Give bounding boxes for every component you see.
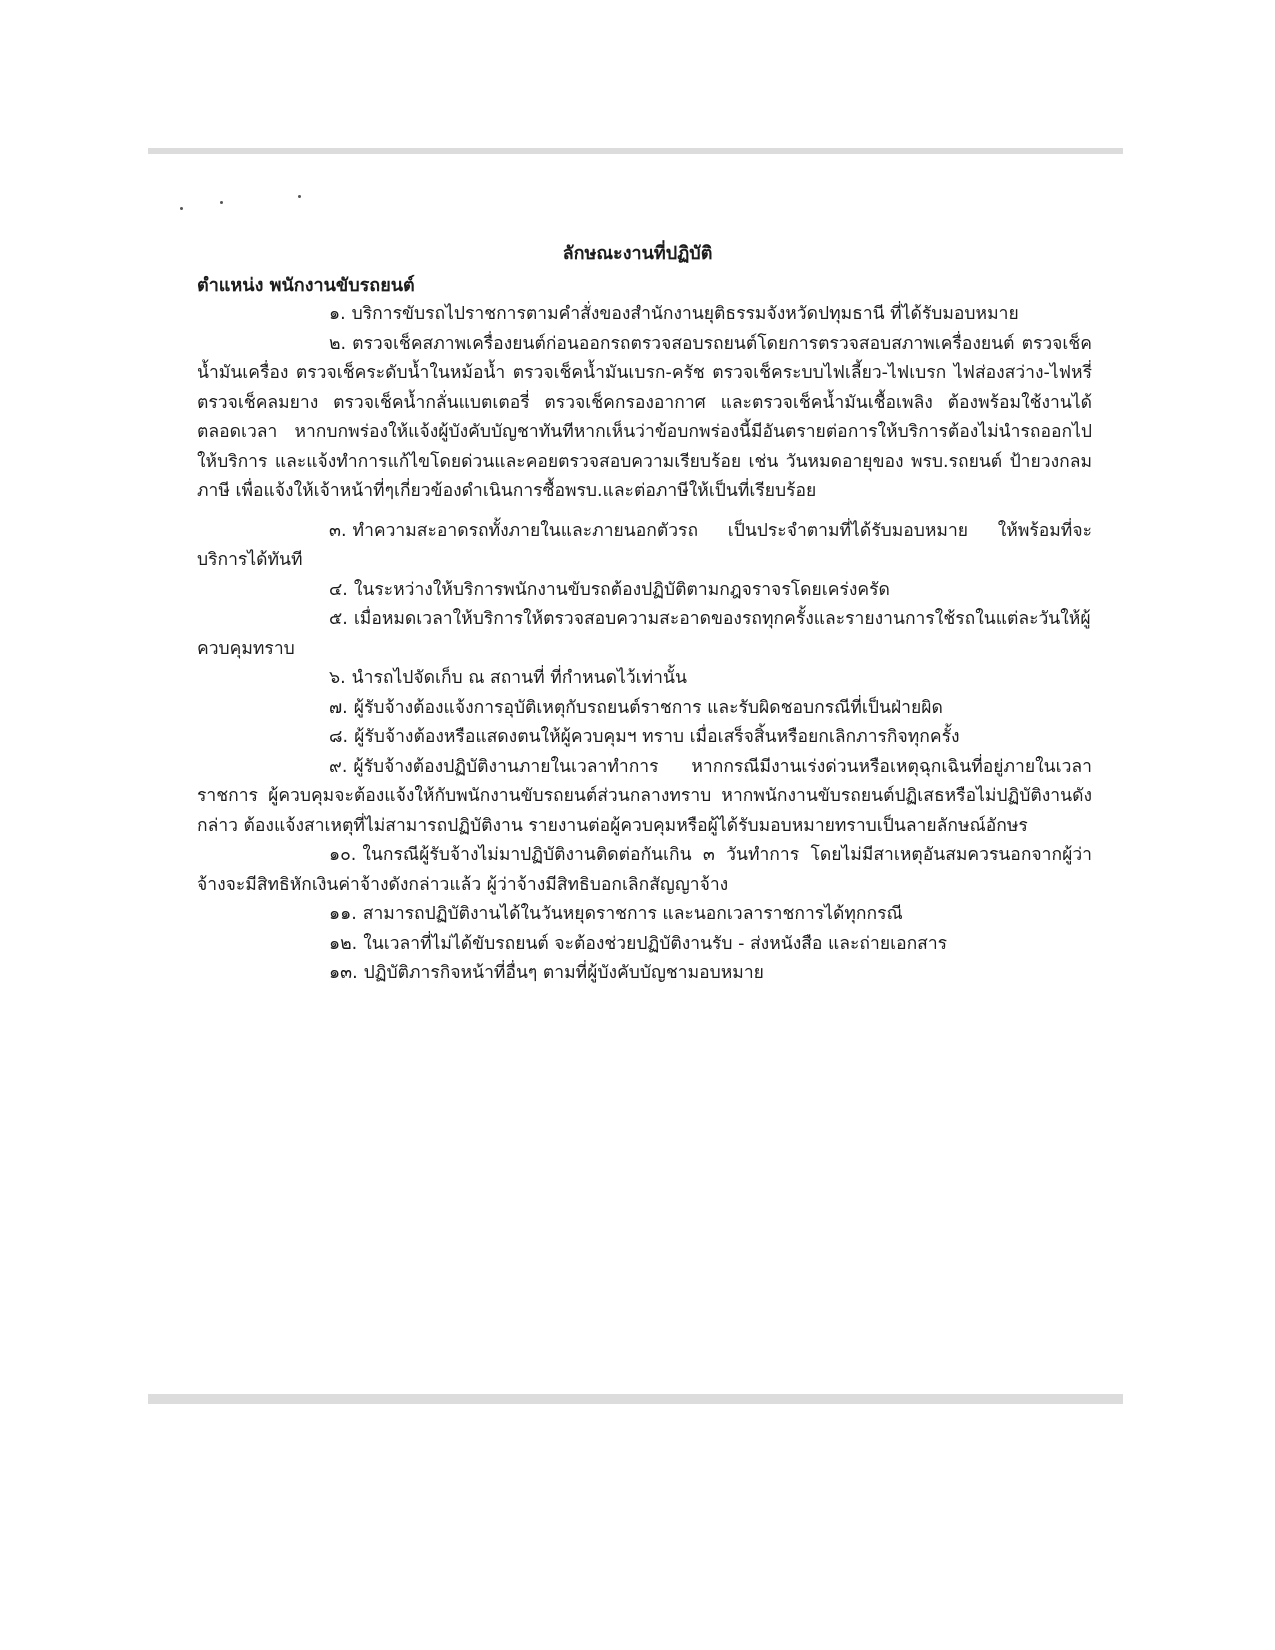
duty-text: เมื่อหมดเวลาให้บริการให้ตรวจสอบความสะอาดของรถทุกครั้งและรายงานการใช้รถในแต่ละวันให้ผู้ควบคุมทราบ [197,609,1091,659]
duty-item-10 [197,841,1092,900]
scan-speck [220,201,223,204]
duty-number: ๓. [329,520,347,541]
duty-item-6 [197,664,1092,694]
duty-item-4 [197,576,1092,606]
duty-item-12 [197,930,1092,960]
duty-number: ๙. [329,756,348,777]
page-bottom-border [148,1394,1123,1404]
duty-text: ปฏิบัติภารกิจหน้าที่อื่นๆ ตามที่ผู้บังคับบัญชามอบหมาย [363,963,764,983]
duty-text: ทำความสะอาดรถทั้งภายในและภายนอกตัวรถ เป็นประจำตามที่ได้รับมอบหมาย ให้พร้อมที่จะบริการได้ทันที [197,520,1092,570]
duty-text: ผู้รับจ้างต้องแจ้งการอุบัติเหตุกับรถยนต์ราชการ และรับผิดชอบกรณีที่เป็นฝ่ายผิด [353,697,943,718]
duty-item-9 [197,753,1092,842]
duty-text: สามารถปฏิบัติงานได้ในวันหยุดราชการ และนอกเวลาราชการได้ทุกกรณี [362,904,903,924]
duty-number: ๑๑. [329,904,357,924]
duty-number: ๒. [329,333,347,354]
duty-item-3 [197,517,1092,576]
duty-text: บริการขับรถไปราชการตามคำสั่งของสำนักงานยุติธรรมจังหวัดปทุมธานี ที่ได้รับมอบหมาย [351,304,1019,324]
duty-item-11 [197,900,1092,930]
duty-number: ๕. [329,609,348,629]
duty-item-13 [197,959,1092,989]
duty-text: ในเวลาที่ไม่ได้ขับรถยนต์ จะต้องช่วยปฏิบัติงานรับ - ส่งหนังสือ และถ่ายเอกสาร [363,933,948,954]
scan-specks [180,195,320,219]
duty-number: ๑๒. [329,933,358,954]
duty-text: ตรวจเช็คสภาพเครื่องยนต์ก่อนออกรถตรวจสอบรถยนต์โดยการตรวจสอบสภาพเครื่องยนต์ ตรวจเช็คน้ำมันเครื่อง ตรวจเช็คระดับน้ำในหม้อน้ำ ตรวจเช็คน้ำมันเบรก-ครัช ตรวจเช็คระบบไฟเลี้ยว-ไฟเบรก ไฟส่องสว่าง-ไฟหรี่ ตรวจเช็คลมยาง ตรวจเช็คน้ำกลั่นแบตเตอรี่ ตรวจเช็คกรองอากาศ และตรวจเช็คน้ำมันเชื้อเพลิง ต้องพร้อมใช้งานได้ตลอดเวลา หากบกพร่องให้แจ้งผู้บังคับบัญชาทันทีหากเห็นว่าข้อบกพร่องนี้มีอันตรายต่อการให้บริการต้องไม่นำรถออกไปให้บริการ และแจ้งทำการแก้ไขโดยด่วนและคอยตรวจสอบความเรียบร้อย เช่น วันหมดอายุของ พรบ.รถยนต์ ป้ายวงกลมภาษี เพื่อแจ้งให้เจ้าหน้าที่ๆเกี่ยวข้องดำเนินการซื้อพรบ.และต่อภาษีให้เป็นที่เรียบร้อย [197,333,1092,501]
duty-text: ผู้รับจ้างต้องหรือแสดงตนให้ผู้ควบคุมฯ ทราบ เมื่อเสร็จสิ้นหรือยกเลิกภารกิจทุกครั้ง [354,727,960,747]
duty-number: ๖. [329,668,346,688]
duty-item-7 [197,694,1092,724]
duty-text: นำรถไปจัดเก็บ ณ สถานที่ ที่กำหนดไว้เท่านั้น [351,668,687,688]
scan-speck [180,207,183,210]
duty-number: ๑๐. [329,845,357,865]
position-heading: ตำแหน่ง พนักงานขับรถยนต์ [197,275,415,296]
duty-item-1 [197,300,1092,330]
duty-text: ผู้รับจ้างต้องปฏิบัติงานภายในเวลาทำการ หากกรณีมีงานเร่งด่วนหรือเหตุฉุกเฉินที่อยู่ภายในเวลาราชการ ผู้ควบคุมจะต้องแจ้งให้กับพนักงานขับรถยนต์ส่วนกลางทราบ หากพนักงานขับรถยนต์ปฏิเสธหรือไม่ปฏิบัติงานดังกล่าว ต้องแจ้งสาเหตุที่ไม่สามารถปฏิบัติงาน รายงานต่อผู้ควบคุมหรือผู้ได้รับมอบหมายทราบเป็นลายลักษณ์อักษร [197,756,1092,836]
duty-text: ในระหว่างให้บริการพนักงานขับรถต้องปฏิบัติตามกฎจราจรโดยเคร่งครัด [353,579,890,600]
duty-number: ๘. [329,727,349,747]
document-title: ลักษณะงานที่ปฏิบัติ [562,243,713,264]
duty-item-8 [197,723,1092,753]
duties-list [197,300,1092,989]
scan-speck [298,195,301,198]
duty-item-5 [197,605,1092,664]
duty-item-2 [197,330,1092,507]
duty-number: ๗. [329,697,348,718]
duty-number: ๔. [329,579,348,600]
duty-text: ในกรณีผู้รับจ้างไม่มาปฏิบัติงานติดต่อกันเกิน ๓ วันทำการ โดยไม่มีสาเหตุอันสมควรนอกจากผู้ว่าจ้างจะมีสิทธิหักเงินค่าจ้างดังกล่าวแล้ว ผู้ว่าจ้างมีสิทธิบอกเลิกสัญญาจ้าง [197,845,1092,895]
duty-number: ๑. [329,304,346,324]
duty-number: ๑๓. [329,963,358,983]
page-top-border [148,148,1123,154]
